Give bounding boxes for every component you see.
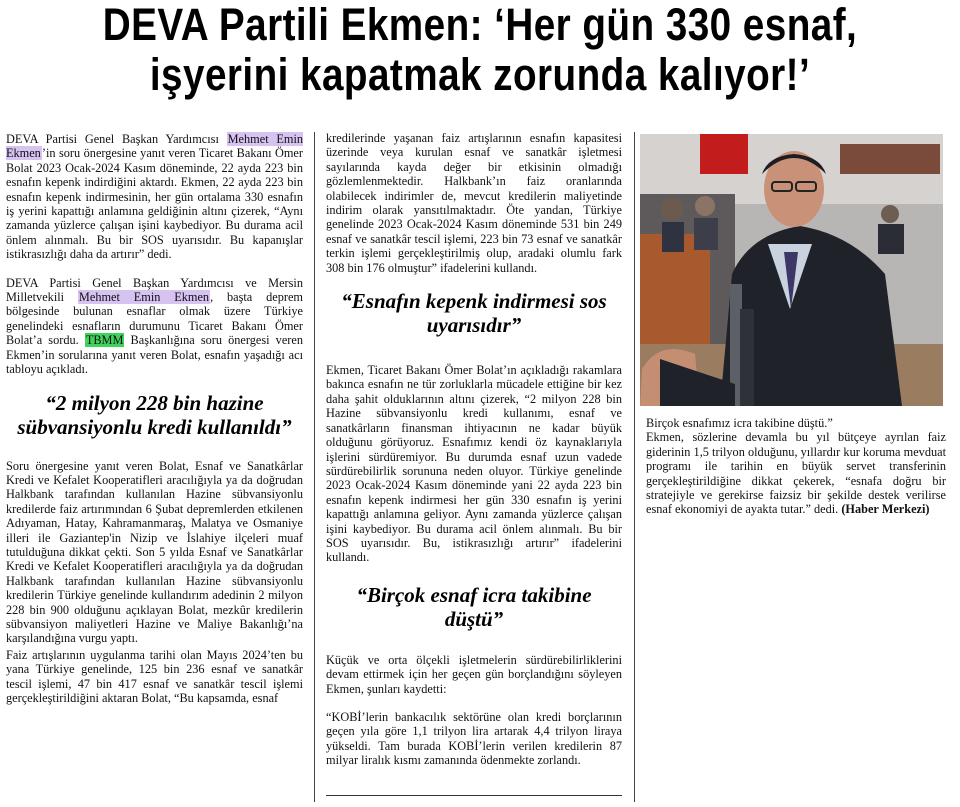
paragraph: DEVA Partisi Genel Başkan Yardımcısı ve Mersin Milletvekili Mehmet Emin Ekmen, başta deprem bölgesinde bulunan esnaflar olmak üzere Türkiye genelindeki esnafların durumunu Ticaret Bakanı Ömer Bolat’a sordu. TBMM Başkanlığına soru önergesi veren Ekmen’in sorularına yanıt veren Bolat, esnafın yaşadığı acı tabloyu açıkladı. bbox=[6, 275, 303, 377]
headline bbox=[67, 0, 893, 100]
paragraph: Ekmen, Ticaret Bakanı Ömer Bolat’ın açıkladığı rakamlara bakınca esnafın ne tür zorluklarla mücadele ettiğine bir kez daha şahit olduklarının altını çizerek, “2 milyon 228 bin Hazine sübvansiyonlu kredi kullanımı, esnaf ve sanatkârların finansman ihtiyacının ne kadar büyük olduğunu görüyoruz. Esnafımız kendi öz kaynaklarıyla işlerini sürdüremiyor. Bu durumda esnaf uzun vadede sürdürebilirlik sorununa neden oluyor. Türkiye genelinde 2023 Ocak-2024 Kasım döneminde yani 22 ayda 223 bin esnafın kepenk indirmesi her gün 330 esnafın iş yerini kapattığı anlamına geliyor. Aynı zamanda yüzlerce çalışan işini kaybediyor. Bu durama acil önlem alınmalı. Bu bir SOS uyarısıdır. Bu, istikrasızlığı artırır” ifadelerini kullandı. bbox=[326, 363, 622, 565]
paragraph: Birçok esnafımız icra takibine düştü.” bbox=[646, 416, 833, 430]
highlighted-name[interactable]: Mehmet Emin Ekmen bbox=[78, 290, 210, 305]
paragraph: DEVA Partisi Genel Başkan Yardımcısı Mehmet Emin Ekmen’in soru önergesine yanıt veren Ticaret Bakanı Ömer Bolat 2023 Ocak-2024 Kasım döneminde, 22 ayda 223 bin esnafın kepenk indirdiğini aktardı. Ekmen, 22 ayda 223 bin esnafın kepenk indirmesinin, her gün ortalama 330 esnafın iş yerini kapattığı anlamına geldiğinin altını çizerek, “Aynı zamanda yüzlerce çalışan işini kaybediyor. Bu durama acil önlem alınmalı. Bu bir SOS uyarısıdır. Bu kapanışlar istikrasızlığı daha da artırır” dedi. bbox=[6, 132, 304, 262]
headline-line-2: işyerini kapatmak zorunda kalıyor!’ bbox=[149, 49, 811, 100]
paragraph: “KOBİ’lerin bankacılık sektörüne olan kredi borçlarının geçen yıla göre 1,1 trilyon lira artarak 4,4 trilyon liraya yükseldi. Tam burada KOBİ’lerin verilen kredilerin 87 milyar liralık kısmı zamanında ödenmekte zorlandı. bbox=[326, 709, 622, 768]
column-bottom-rule bbox=[326, 795, 622, 796]
news-source-credit: (Haber Merkezi) bbox=[841, 502, 930, 517]
article-column-3 bbox=[646, 416, 946, 531]
article-column-2 bbox=[326, 131, 622, 782]
paragraph: Ekmen, sözlerine devamla bu yıl bütçeye ayrılan faiz giderinin 1,5 trilyon olduğunu, yıllardır kur koruma mevduat programı ile tarihin en büyük servet transferinin gerçekleştirildiğine dikkat çekerek, “esnafa doğru bir stratejiyle ve gerekirse faizsiz bir şekilde destek verilirse esnaf ekonomiyi de ayakta tutar.” dedi. (Haber Merkezi) bbox=[646, 430, 946, 517]
subheading: “2 milyon 228 bin hazine sübvansiyonlu kredi kullanıldı” bbox=[17, 390, 292, 439]
paragraph: Küçük ve orta ölçekli işletmelerin sürdürebilirliklerini devam ettirmek için her geçen gün borçlandığını söyleyen Ekmen, şunları kaydetti: bbox=[326, 652, 622, 696]
highlighted-tbmm[interactable]: TBMM bbox=[85, 333, 124, 348]
highlighted-name[interactable]: Mehmet Emin Ekmen bbox=[6, 132, 304, 161]
column-divider-1 bbox=[314, 132, 315, 802]
paragraph: kredilerinde yaşanan faiz artışlarının esnafın kapasitesi üzerinde veya kurulan esnaf ve sanatkâr işletmesi sayılarında kayda değer bir etkisinin olmadığı gözlemlenmektedir. Halkbank’ın faiz oranlarında olabilecek indirimler de, mevcut kredilerin maliyetinde indirim olarak yansıtılmaktadır. Öte yandan, Türkiye genelinde 2023 Ocak-2024 Kasım döneminde 531 bin 249 esnaf ve sanatkâr tescil işlemi, 223 bin 73 esnaf ve sanatkâr terkin işlemi gerçekleştirilmiş olup, aradaki olumlu fark 308 bin 176 olmuştur” ifadelerini kullandı. bbox=[326, 131, 622, 275]
article-photo bbox=[640, 134, 943, 406]
article-column-1 bbox=[6, 132, 303, 719]
column-divider-2 bbox=[634, 132, 635, 802]
subheading: “Esnafın kepenk indirmesi sos uyarısıdır” bbox=[341, 289, 607, 338]
subheading: “Birçok esnaf icra takibine düştü” bbox=[356, 582, 592, 631]
headline-line-1: DEVA Partili Ekmen: ‘Her gün 330 esnaf, bbox=[102, 0, 858, 50]
paragraph: Faiz artışlarının uygulanma tarihi olan Mayıs 2024’ten bu yana Türkiye genelinde, 125 bin 236 esnaf ve sanatkâr tescil işlemi, 47 bin 417 esnaf ve sanatkâr tescil işlemi gerçekleştirildiğini aktaran Bolat, “Bu kapsamda, esnaf bbox=[6, 647, 303, 705]
paragraph: Soru önergesine yanıt veren Bolat, Esnaf ve Sanatkârlar Kredi ve Kefalet Kooperatifleri aracılığıyla ya da doğrudan Halkbank tarafından kullanılan Hazine sübvansiyonlu kredilerde faiz artırımından 6 Şubat depremlerden etkilenen Adıyaman, Hatay, Kahramanmaraş, Malatya ve Osmaniye illeri ile Gaziantep'in Nizip ve İslahiye ilçeleri muaf tutulduğuna dikkat çekti. Son 5 yılda Esnaf ve Sanatkârlar Kredi ve Kefalet Kooperatifleri aracılığıyla ya da doğrudan Halkbank tarafından kullanılan Hazine sübvansiyonlu kredilerin Türkiye genelinde kullandırım adedinin 2 milyon 228 bin 900 olduğunu açıklayan Bolat, mezkûr kredilerin sübvansiyon maliyetleri Hazine ve Maliye Bakanlığı’na karşılandığına vurgu yaptı. bbox=[6, 458, 303, 646]
speaker-photo bbox=[640, 134, 943, 406]
